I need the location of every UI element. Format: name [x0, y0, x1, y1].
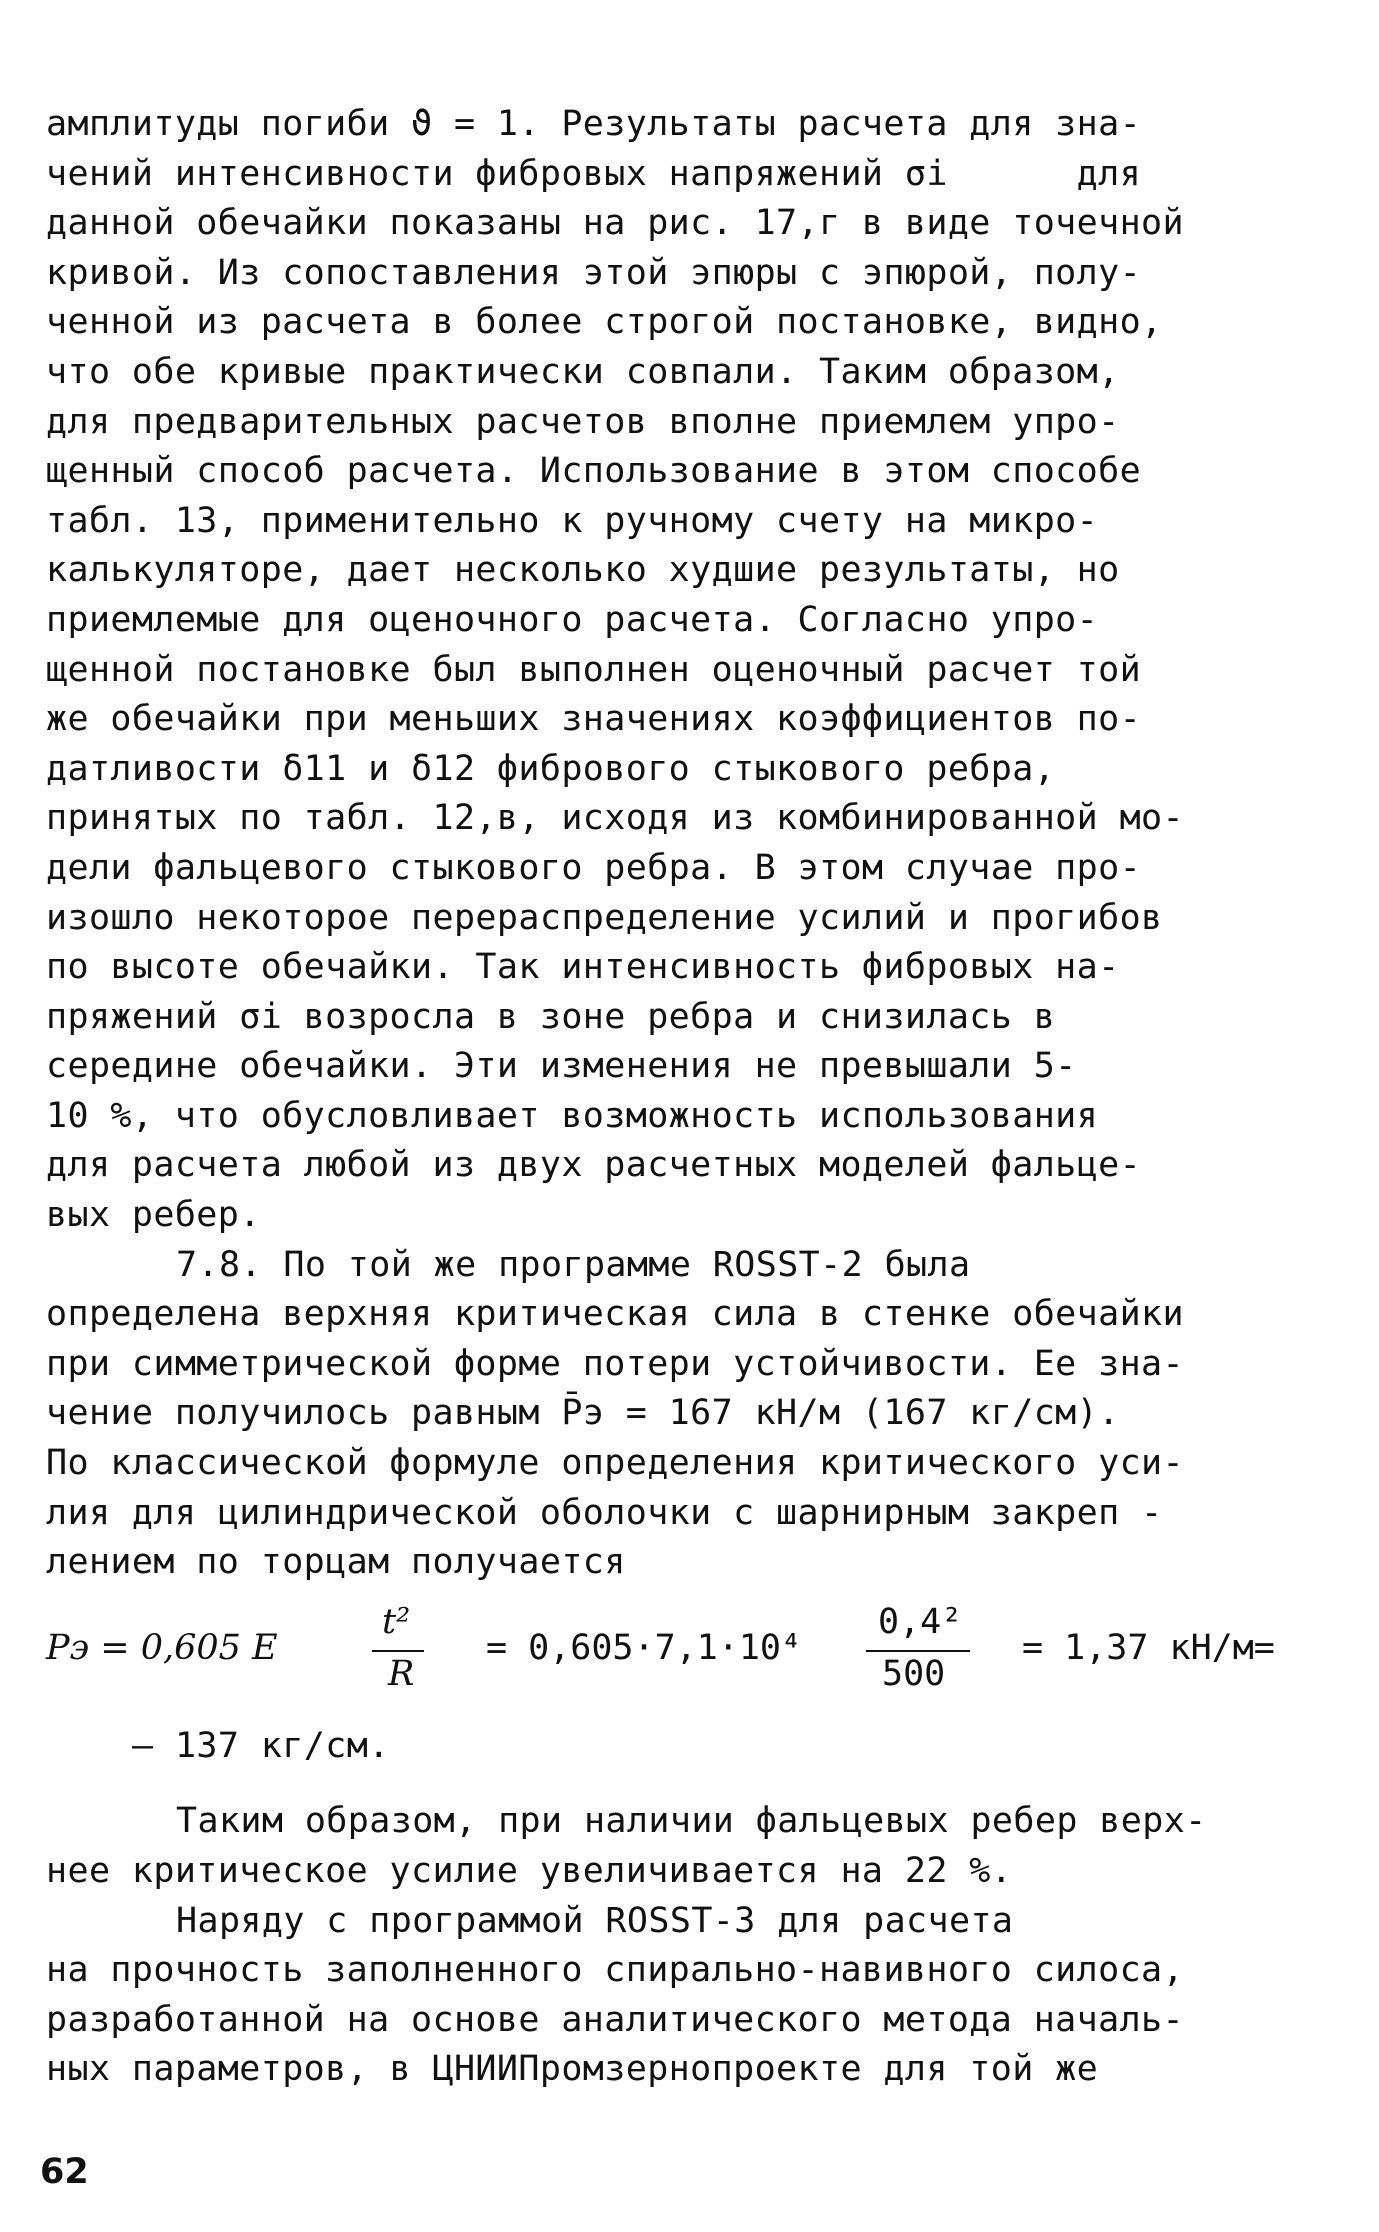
- text-line: по высоте обечайки. Так интенсивность фибровых на-: [46, 947, 1120, 988]
- text-line: Таким образом, при наличии фальцевых ребер верх-: [176, 1801, 1207, 1842]
- formula-frac2-denominator: 500: [882, 1653, 946, 1694]
- text-line: ченной из расчета в более строгой постановке, видно,: [46, 302, 1163, 343]
- text-line: что обе кривые практически совпали. Таким образом,: [46, 351, 1120, 392]
- page-number: 62: [40, 2152, 89, 2192]
- text-line: середине обечайки. Эти изменения не превышали 5-: [46, 1046, 1077, 1087]
- text-line: нее критическое усилие увеличивается на 22 %.: [46, 1851, 1013, 1891]
- formula-middle: = 0,605·7,1·10⁴: [486, 1627, 803, 1668]
- text-line: принятых по табл. 12,в, исходя из комбинированной мо-: [46, 798, 1185, 839]
- spacer: [46, 1771, 1336, 1797]
- text-line: же обечайки при меньших значениях коэффициентов по-: [46, 699, 1142, 740]
- formula-critical-force: [46, 1602, 1336, 1722]
- text-line: для расчета любой из двух расчетных моделей фальце-: [46, 1145, 1142, 1186]
- text-line: щенный способ расчета. Использование в этом способе: [46, 451, 1142, 492]
- formula-rhs: = 1,37 кН/м=: [1022, 1627, 1275, 1668]
- text-line: щенной постановке был выполнен оценочный расчет той: [46, 649, 1142, 690]
- text-line: Наряду с программой ROSST-3 для расчета: [176, 1900, 1014, 1941]
- fraction-bar: [372, 1650, 424, 1652]
- text-line: лением по торцам получается: [46, 1542, 626, 1583]
- text-line: определена верхняя критическая сила в стенке обечайки: [46, 1294, 1185, 1335]
- formula-continuation: – 137 кг/см.: [132, 1725, 390, 1766]
- text-line: По классической формуле определения критического уси-: [46, 1443, 1185, 1484]
- text-line: пряжений σi возросла в зоне ребра и снизилась в: [46, 996, 1056, 1037]
- formula-frac1-denominator: R: [388, 1653, 415, 1694]
- text-line: на прочность заполненного спирально-навивного силоса,: [46, 1950, 1185, 1991]
- text-line: данной обечайки показаны на рис. 17,г в виде точечной: [46, 203, 1185, 244]
- text-line: разработанной на основе аналитического метода началь-: [46, 1999, 1185, 2040]
- formula-lhs: Pэ = 0,605 E: [46, 1627, 278, 1668]
- formula-frac2-numerator: 0,4²: [878, 1601, 963, 1642]
- text-line: 10 %, что обусловливает возможность использования: [46, 1095, 1099, 1136]
- text-line: для предварительных расчетов вполне приемлем упро-: [46, 401, 1120, 442]
- fraction-bar: [866, 1650, 970, 1652]
- text-line: датливости δ11 и δ12 фибрового стыкового ребра,: [46, 748, 1056, 789]
- text-line: 7.8. По той же программе ROSST-2 была: [176, 1244, 971, 1285]
- text-line: лия для цилиндрической оболочки с шарнирным закреп -: [46, 1492, 1163, 1533]
- text-line: чений интенсивности фибровых напряжений σi для: [46, 153, 1142, 194]
- text-line: при симметрической форме потери устойчивости. Ее зна-: [46, 1343, 1185, 1384]
- text-line: чение получилось равным P̄э = 167 кН/м (167 кг/см).: [46, 1393, 1120, 1434]
- paragraph-results: [46, 100, 1336, 1241]
- formula-frac1-numerator: t²: [382, 1601, 411, 1642]
- text-line: табл. 13, применительно к ручному счету на микро-: [46, 500, 1099, 541]
- text-line: дели фальцевого стыкового ребра. В этом случае про-: [46, 847, 1142, 888]
- paragraph-rosst3: [46, 1897, 1336, 2095]
- text-line: кривой. Из сопоставления этой эпюры с эпюрой, полу-: [46, 252, 1142, 293]
- text-line: амплитуды погиби ϑ = 1. Результаты расчета для зна-: [46, 104, 1142, 144]
- paragraph-critical-force: [46, 1241, 1336, 1588]
- text-line: калькуляторе, дает несколько худшие результаты, но: [46, 550, 1120, 591]
- paragraph-conclusion: [46, 1797, 1336, 1896]
- text-line: изошло некоторое перераспределение усилий и прогибов: [46, 897, 1163, 938]
- text-line: ных параметров, в ЦНИИПромзернопроекте для той же: [46, 2049, 1099, 2090]
- text-line: приемлемые для оценочного расчета. Согласно упро-: [46, 599, 1099, 640]
- text-line: вых ребер.: [46, 1195, 261, 1236]
- page-body: [46, 100, 1336, 2095]
